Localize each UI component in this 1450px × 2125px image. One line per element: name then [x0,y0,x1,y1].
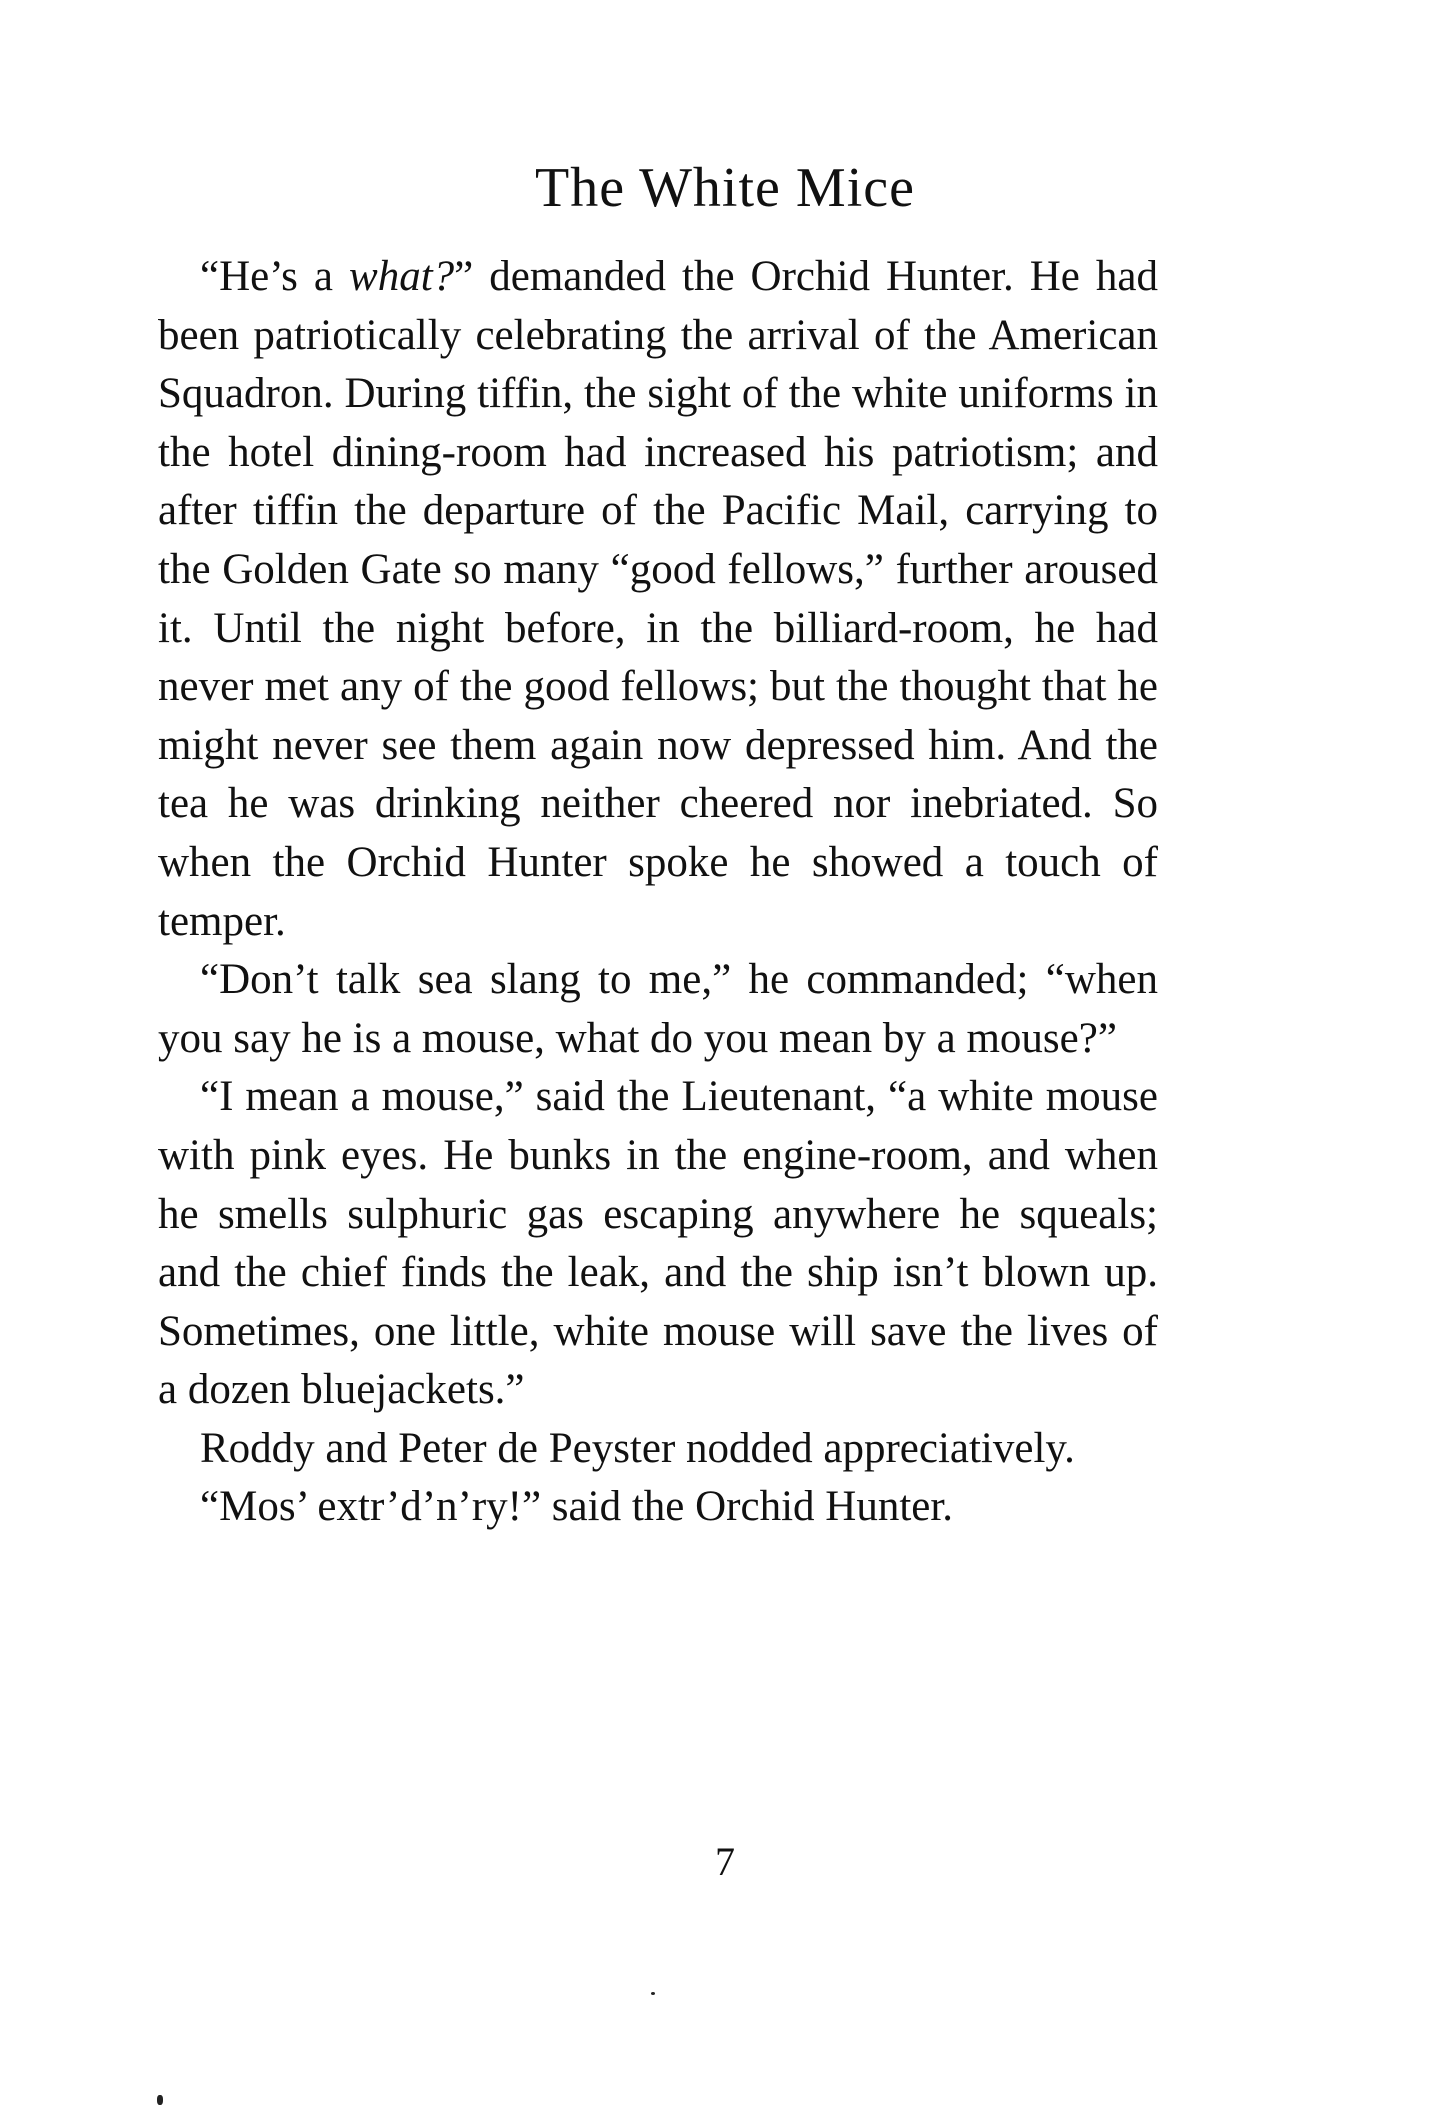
page-number: 7 [715,1839,735,1884]
scan-speck [651,1992,655,1995]
paragraph-3: “I mean a mouse,” said the Lieutenant, “a white mouse with pink eyes. He bunks in the engine-room, and when he smells sulphuric gas escaping anywhere he squeals; and the chief finds the leak, and the ship isn’t blown up. Sometimes, one little, white mouse will save the lives of a dozen bluejackets.” [158,1073,1158,1414]
scan-speck [157,2095,163,2105]
paragraph-1-rest: ” demanded the Orchid Hunter. He had been patriotically celebrating the arrival of the American Squadron. During tiffin, the sight of the white uniforms in the hotel dining-room had increased his patriotism; and after tiffin the departure of the Pacific Mail, carrying to the Golden Gate so many “good fellows,” further aroused it. Until the night before, in the billiard-room, he had never met any of the good fellows; but the thought that he might never see them again now depressed him. And the tea he was drinking neither cheered nor inebriated. So when the Orchid Hunter spoke he showed a touch of temper. [158,253,1158,945]
paragraph-4: Roddy and Peter de Peyster nodded appreciatively. [200,1424,1075,1472]
paragraph-1-lead: “He’s a [200,253,350,300]
running-title: The White Mice [535,157,915,219]
paragraph-1-emphasis: what? [349,253,455,300]
paragraph-5: “Mos’ extr’d’n’ry!” said the Orchid Hunter. [200,1483,954,1531]
paragraph-2: “Don’t talk sea slang to me,” he commanded; “when you say he is a mouse, what do you mean by a mouse?” [158,956,1158,1062]
body-text [158,248,1158,1537]
paragraph-1 [158,248,1158,951]
